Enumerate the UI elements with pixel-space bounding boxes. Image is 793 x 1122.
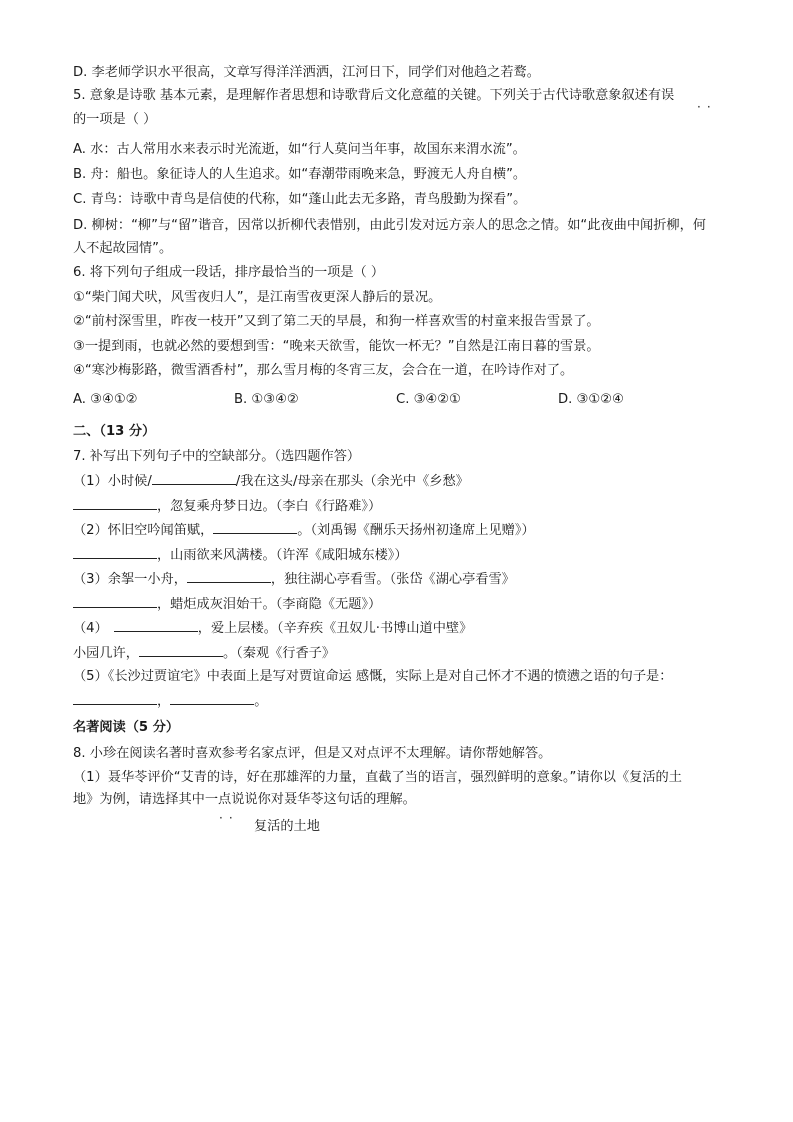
q5-stem-line2: 的一项是（ ） [73,112,157,127]
q7-part2-number: （2） [73,523,108,538]
answer-blank[interactable] [73,497,157,510]
q8-diagram-label: 复活的土地 [254,819,320,834]
q7-part4-line1 [73,619,472,638]
emphasis-dots: ·· [219,811,239,825]
section-2-heading: 二、（13 分） [73,424,156,439]
q6-sentence-1: ①“柴门闻犬吠，风雪夜归人”，是江南雪夜更深人静后的景况。 [73,290,442,305]
q7-part5-separator: ， [157,694,171,709]
q7-part3-text-a: 余挐一小舟， [107,572,187,587]
q7-part1-text-a: 小时候/ [107,474,152,489]
q7-part3-text-c: ，蜡炬成灰泪始干。（李商隐《无题》） [157,597,382,612]
q8-part1-line2: 地》为例，请选择其中一点说说你对聂华苓这句话的理解。 [73,792,416,807]
q6-choice-c: C. ③④②① [396,392,461,407]
q7-part5-end: 。 [254,694,268,709]
q6-stem: 6. 将下列句子组成一段话，排序最恰当的一项是（ ） [73,265,385,280]
answer-blank[interactable] [114,619,198,632]
answer-blank[interactable] [73,595,157,608]
q5-option-c: C. 青鸟：诗歌中青鸟是信使的代称，如“蓬山此去无多路，青鸟殷勤为探看”。 [73,192,527,207]
q7-stem: 7. 补写出下列句子中的空缺部分。（选四题作答） [73,449,361,464]
q8-part1-line1: （1）聂华苓评价“艾青的诗，好在那雄浑的力量，直截了当的语言，强烈鲜明的意象。”请你以《复活的土 [73,770,682,785]
q7-part2-line1 [73,521,535,540]
q7-part2-text-a: 怀旧空吟闻笛赋， [107,523,214,538]
answer-blank[interactable] [139,644,223,657]
q7-part1-line1 [73,472,469,491]
emphasis-dots: ·· [697,100,717,114]
q5-option-d-line2: 人不起故园情”。 [73,241,173,256]
q6-choice-b: B. ①③④② [234,392,299,407]
q7-part1-line2 [73,497,381,516]
answer-blank[interactable] [73,546,157,559]
q7-part4-text-b: ，爱上层楼。（辛弃疾《丑奴儿·书博山道中壁》 [197,621,473,636]
answer-blank[interactable] [170,692,254,705]
q7-part4-number: （4） [73,621,108,636]
q6-choice-d: D. ③①②④ [558,392,624,407]
q7-part1-number: （1） [73,474,108,489]
q6-sentence-4: ④“寒沙梅影路，微雪酒香村”，那么雪月梅的冬宵三友，会合在一道，在吟诗作对了。 [73,363,574,378]
q5-stem-line1: 5. 意象是诗歌 基本元素，是理解作者思想和诗歌背后文化意蕴的关键。下列关于古代诗歌意象叙述有误 [73,88,675,103]
q7-part2-text-c: ，山雨欲来风满楼。（许浑《咸阳城东楼》） [157,548,408,563]
answer-blank[interactable] [213,521,297,534]
q7-part5-line1: （5）《长沙过贾谊宅》中表面上是写对贾谊命运 感慨，实际上是对自己怀才不遇的愤懑之语的句子是： [73,669,673,684]
q7-part3-number: （3） [73,572,108,587]
q7-part4-text-d: 。（秦观《行香子》 [222,646,336,661]
answer-blank[interactable] [73,692,157,705]
q5-option-a: A. 水：古人常用水来表示时光流逝，如“行人莫问当年事，故国东来渭水流”。 [73,142,526,157]
q7-part4-line2 [73,644,335,663]
q7-part3-line1 [73,570,515,589]
q7-part2-text-b: 。（刘禹锡《酬乐天扬州初逢席上见赠》） [297,523,535,538]
q7-part1-text-c: ，忽复乘舟梦日边。（李白《行路难》） [157,499,382,514]
q4-option-d: D. 李老师学识水平很高，文章写得洋洋洒洒，江河日下，同学们对他趋之若鹜。 [73,65,540,80]
q5-option-b: B. 舟：船也。象征诗人的人生追求。如“春潮带雨晚来急，野渡无人舟自横”。 [73,167,527,182]
q6-sentence-2: ②“前村深雪里，昨夜一枝开”又到了第二天的早晨，和狗一样喜欢雪的村童来报告雪景了。 [73,314,600,329]
section-3-heading: 名著阅读（5 分） [73,720,180,735]
answer-blank[interactable] [152,472,236,485]
q8-stem: 8. 小珍在阅读名著时喜欢参考名家点评，但是又对点评不太理解。请你帮她解答。 [73,746,552,761]
q7-part2-line2 [73,546,408,565]
q6-choice-a: A. ③④①② [73,392,138,407]
q6-sentence-3: ③一提到雨，也就必然的要想到雪：“晚来天欲雪，能饮一杯无？”自然是江南日暮的雪景。 [73,339,600,354]
q7-part3-line2 [73,595,381,614]
q7-part3-text-b: ，独往湖心亭看雪。（张岱《湖心亭看雪》 [270,572,515,587]
q7-part4-text-c: 小园几许， [73,646,139,661]
q7-part5-line2 [73,692,267,711]
answer-blank[interactable] [187,570,271,583]
q5-option-d-line1: D. 柳树：“柳”与“留”谐音，因常以折柳代表惜别，由此引发对远方亲人的思念之情。如“此夜曲中闻折柳，何 [73,218,706,233]
q7-part1-text-b: /我在这头/母亲在那头（余光中《乡愁》 [235,474,469,489]
